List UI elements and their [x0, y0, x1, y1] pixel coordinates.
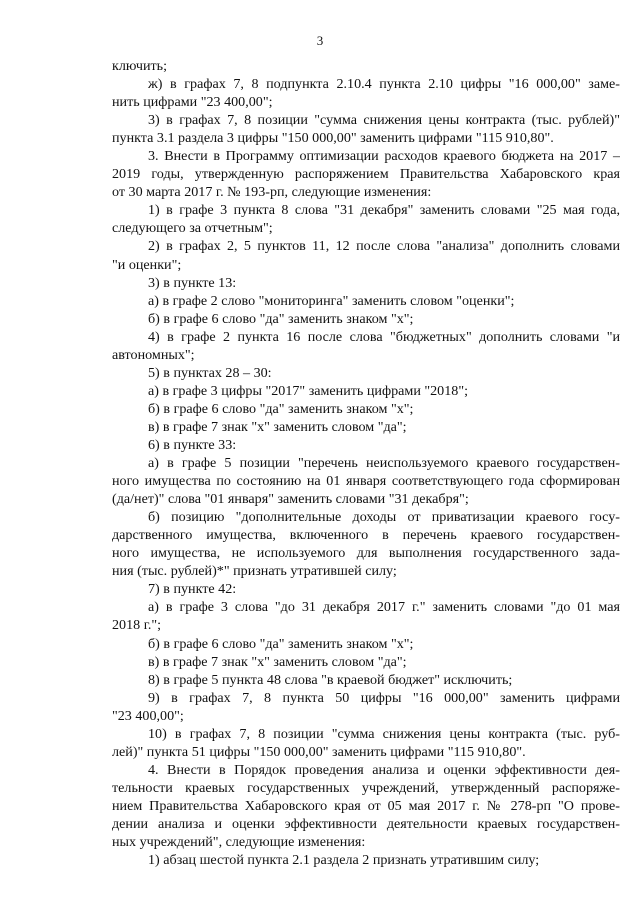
text-line: 9) в графах 7, 8 пункта 50 цифры "16 000,00" заменить цифрами [148, 689, 620, 706]
text-line: автономных"; [112, 346, 195, 363]
text-line: пункта 3.1 раздела 3 цифры "150 000,00" заменить цифрами "115 910,80". [112, 130, 554, 147]
text-line: ных учреждений", следующие изменения: [112, 834, 366, 851]
text-line: 2) в графах 2, 5 пунктов 11, 12 после слова "анализа" дополнить словами [148, 238, 620, 255]
text-line: 6) в пункте 33: [148, 436, 237, 453]
text-line: 2018 г."; [112, 617, 162, 634]
text-line: 3) в графах 7, 8 позиции "сумма снижения цены контракта (тыс. рублей)" [148, 112, 620, 129]
text-line: 7) в пункте 42: [148, 581, 237, 598]
text-line: ного имущества, не используемого для выполнения государственного зада- [112, 545, 620, 562]
text-line: в) в графе 7 знак "х" заменить словом "да"; [148, 418, 407, 435]
text-line: а) в графе 5 позиции "перечень неиспользуемого краевого государствен- [148, 455, 620, 472]
text-line: нием Правительства Хабаровского края от 05 мая 2017 г. № 278-рп "О прове- [112, 797, 620, 814]
text-line: дении анализа и оценки эффективности деятельности краевых государствен- [112, 815, 620, 832]
text-line: а) в графе 2 слово "мониторинга" заменить словом "оценки"; [148, 292, 515, 309]
text-line: 5) в пунктах 28 – 30: [148, 364, 272, 381]
text-line: б) в графе 6 слово "да" заменить знаком "х"; [148, 635, 414, 652]
text-line: тельности краевых государственных учреждений, утвержденный распоряже- [112, 779, 620, 796]
text-line: а) в графе 3 цифры "2017" заменить цифрами "2018"; [148, 382, 468, 399]
text-line: 3) в пункте 13: [148, 274, 237, 291]
text-line: ключить; [112, 58, 168, 74]
document-body [112, 57, 620, 869]
text-line: б) в графе 6 слово "да" заменить знаком "х"; [148, 310, 414, 327]
text-line: в) в графе 7 знак "х" заменить словом "да"; [148, 653, 407, 670]
text-line: 4. Внести в Порядок проведения анализа и оценки эффективности дея- [148, 761, 620, 778]
text-line: 10) в графах 7, 8 позиции "сумма снижения цены контракта (тыс. руб- [148, 725, 620, 742]
text-line: "23 400,00"; [112, 707, 184, 724]
text-line: 2019 годы, утвержденную распоряжением Правительства Хабаровского края [112, 166, 620, 183]
text-line: ж) в графах 7, 8 подпункта 2.10.4 пункта 2.10 цифры "16 000,00" заме- [148, 76, 620, 93]
text-line: лей)" пункта 51 цифры "150 000,00" заменить цифрами "115 910,80". [112, 743, 526, 760]
text-line: 4) в графе 2 пункта 16 после слова "бюджетных" дополнить словами "и [148, 328, 620, 345]
text-line: б) в графе 6 слово "да" заменить знаком "х"; [148, 400, 414, 417]
text-line: 3. Внести в Программу оптимизации расходов краевого бюджета на 2017 – [148, 148, 620, 165]
text-line: б) позицию "дополнительные доходы от приватизации краевого госу- [148, 509, 620, 526]
text-line: от 30 марта 2017 г. № 193-рп, следующие изменения: [112, 184, 432, 201]
text-line: дарственного имущества, включенного в перечень краевого государствен- [112, 527, 620, 544]
text-line: ния (тыс. рублей)*" признать утратившей силу; [112, 563, 397, 580]
text-line: а) в графе 3 слова "до 31 декабря 2017 г." заменить словами "до 01 мая [148, 599, 620, 616]
text-line: 1) в графе 3 пункта 8 слова "31 декабря" заменить словами "25 мая года, [148, 202, 620, 219]
text-line: 1) абзац шестой пункта 2.1 раздела 2 признать утратившим силу; [148, 852, 540, 869]
text-line: ного имущества по состоянию на 01 января соответствующего года сформирован [112, 473, 620, 490]
text-line: (да/нет)" слова "01 января" заменить словами "31 декабря"; [112, 491, 469, 508]
text-line: 8) в графе 5 пункта 48 слова "в краевой бюджет" исключить; [148, 671, 513, 688]
text-line: нить цифрами "23 400,00"; [112, 94, 273, 111]
text-line: "и оценки"; [112, 256, 182, 273]
page-number: 3 [316, 33, 324, 48]
text-line: следующего за отчетным"; [112, 220, 273, 237]
